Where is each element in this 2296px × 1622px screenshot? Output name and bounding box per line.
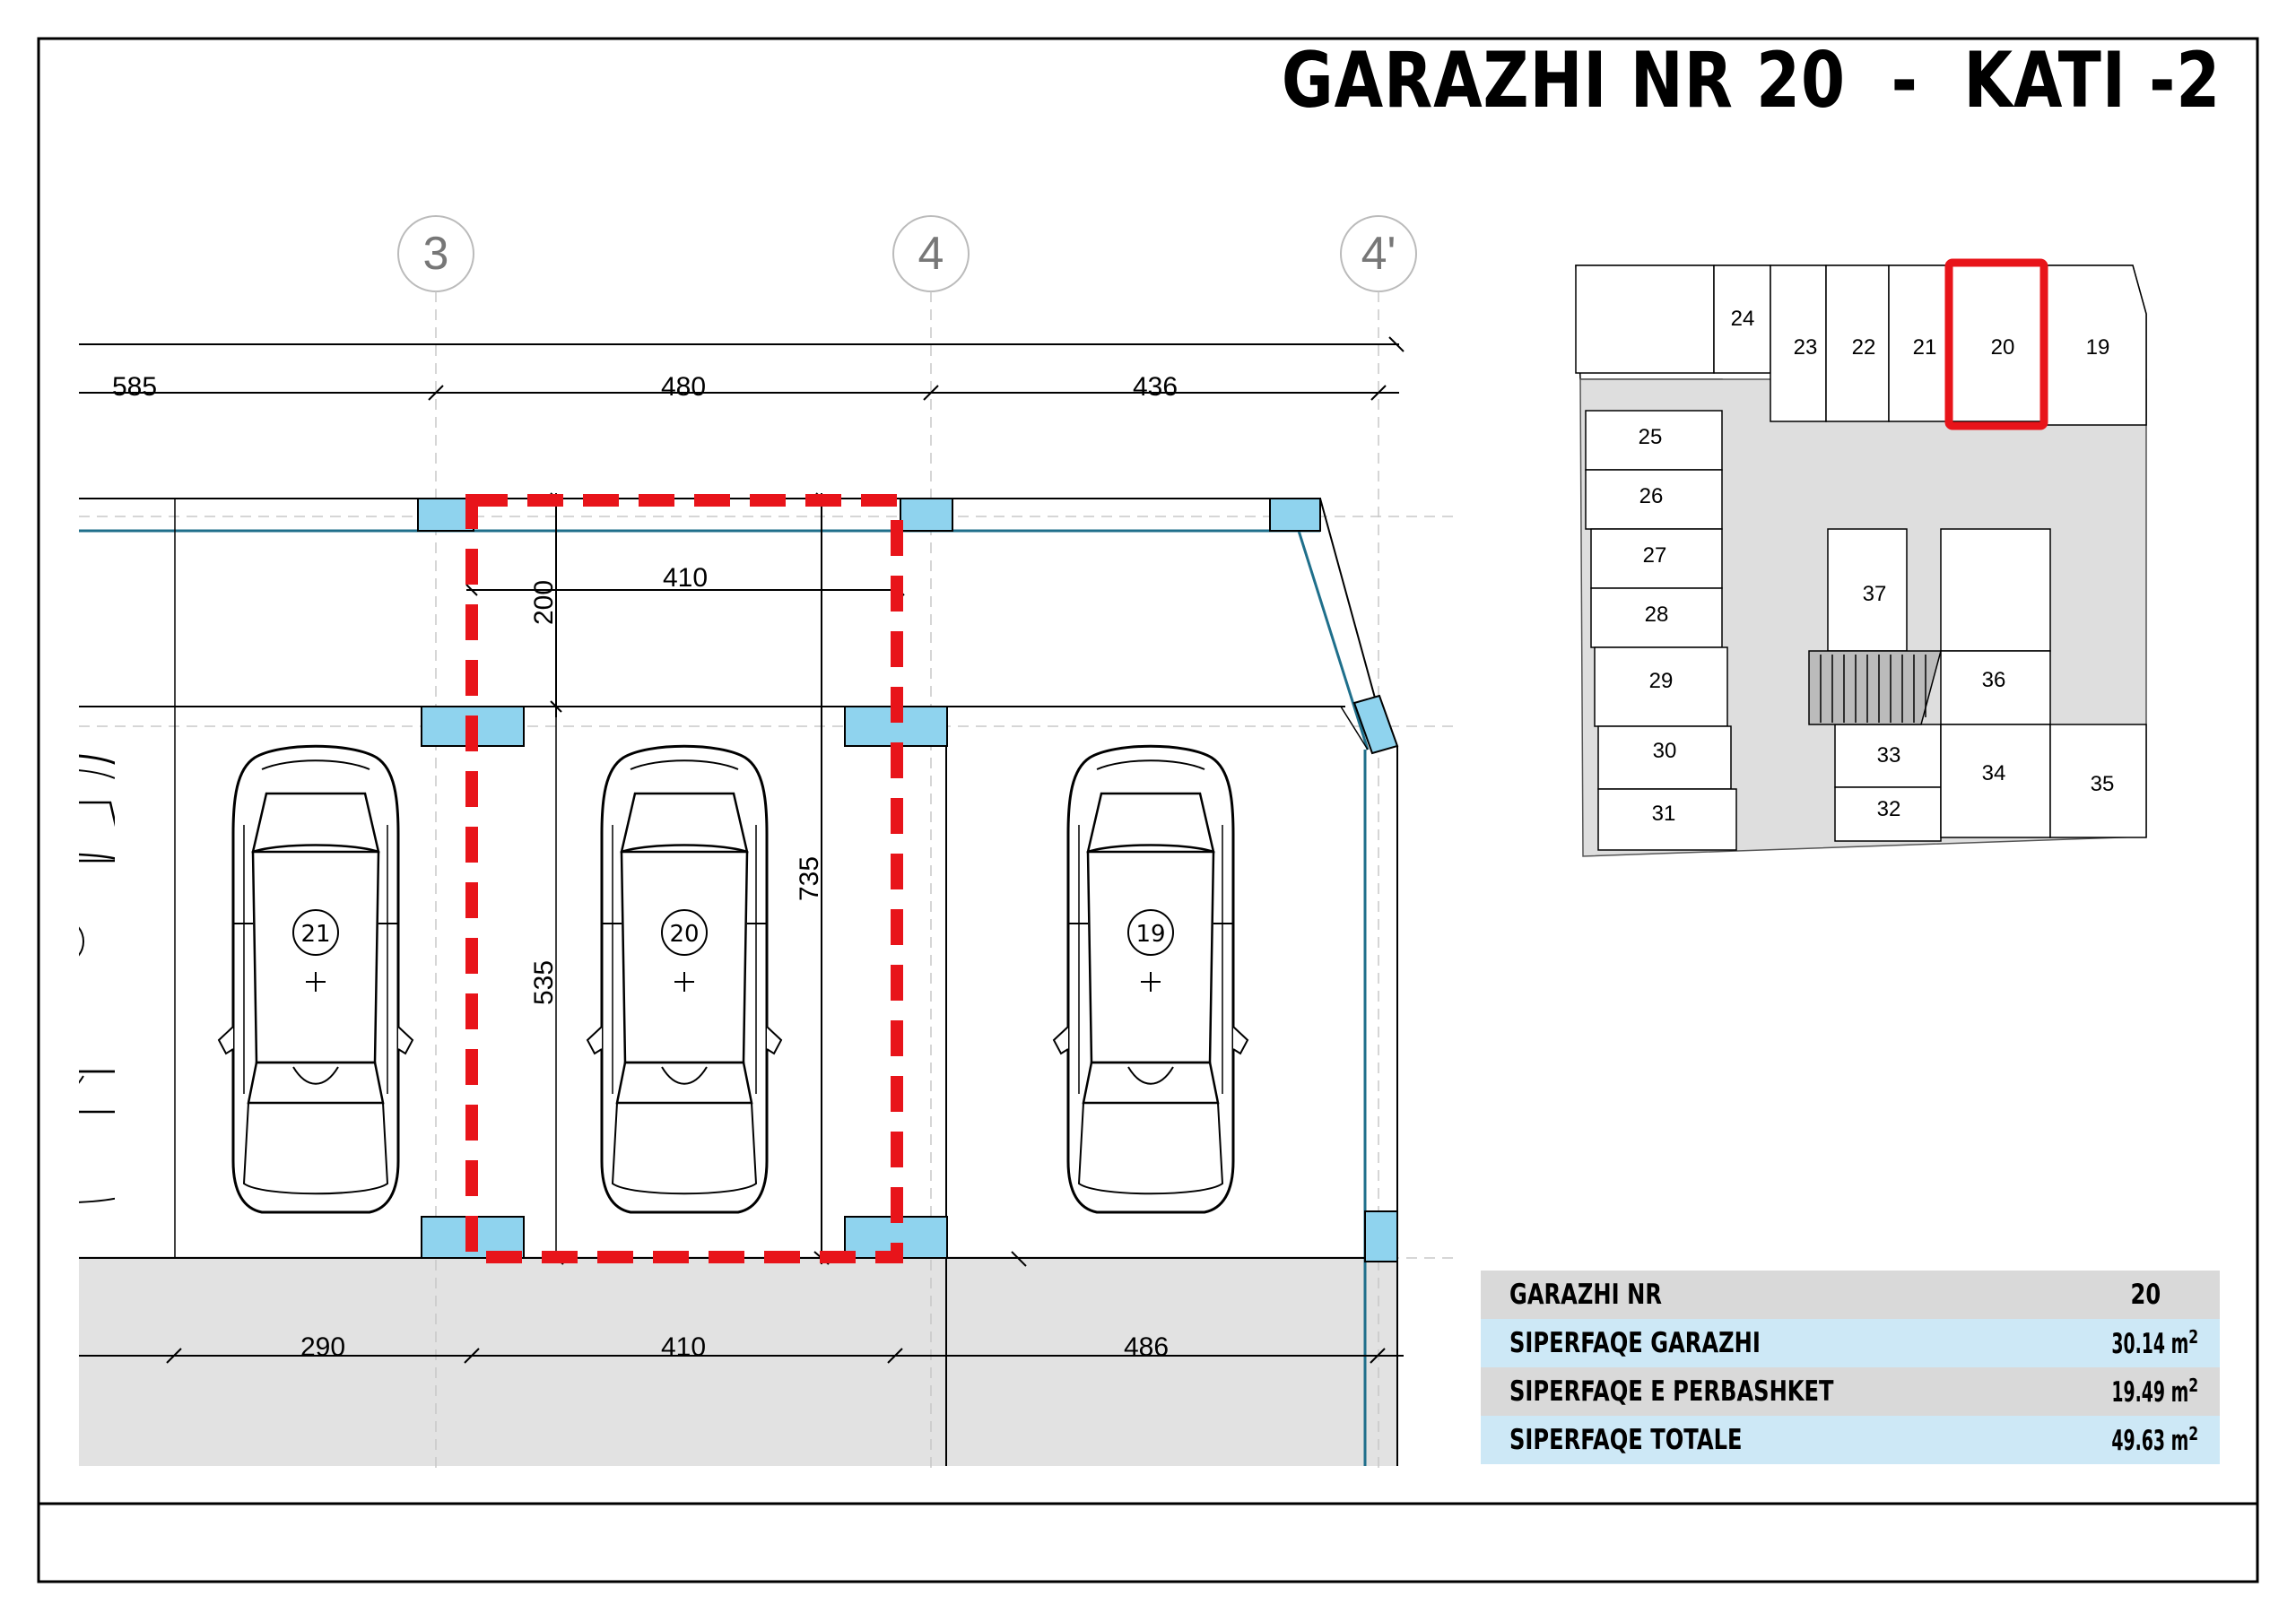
inner-depth-200: 200 [529,579,559,626]
inner-depth-735: 735 [795,855,824,902]
area-info-table [1481,1271,2220,1464]
row-unit-superscript: 2 [2188,1325,2198,1348]
page-title: GARAZHI NR 20 - KATI -2 [1281,36,2221,126]
key-space-22: 22 [1851,335,1876,360]
key-space-25: 25 [1638,425,1663,449]
key-space-29: 29 [1648,669,1674,693]
car-21 [219,746,413,1212]
car-20 [587,746,781,1212]
inner-depth-535: 535 [529,959,559,1006]
svg-text:4': 4' [1361,228,1396,280]
key-space-36: 36 [1981,668,2006,692]
row-value: 20 [2130,1279,2161,1311]
key-space-23: 23 [1793,335,1818,360]
table-row-total-area [1481,1416,2220,1464]
key-space-20: 20 [1990,335,2015,360]
key-space-21: 21 [1912,335,1937,360]
key-space-27: 27 [1642,543,1667,568]
row-label: SIPERFAQE GARAZHI [1509,1327,1761,1359]
table-row-garage-area [1481,1319,2220,1367]
row-value: 49.63 m [2111,1425,2189,1458]
key-space-19: 19 [2085,335,2110,360]
grid-axis-4 [893,216,969,291]
top-dimension-480: 480 [660,372,707,402]
top-dimension-585: 585 [111,372,158,402]
key-space-24: 24 [1730,307,1755,331]
grid-axis-3 [398,216,474,291]
bottom-dimension-486: 486 [1123,1332,1170,1362]
bottom-dimension-290: 290 [300,1332,346,1362]
key-space-35: 35 [2090,772,2115,796]
table-row-shared-area [1481,1367,2220,1416]
row-label: GARAZHI NR [1509,1279,1662,1311]
key-plan [1576,263,2146,856]
key-space-28: 28 [1644,603,1669,627]
top-dimension-line [79,337,1404,400]
key-space-37: 37 [1862,582,1887,606]
top-dimension-436: 436 [1132,372,1178,402]
columns [418,499,1397,1262]
key-space-26: 26 [1639,484,1664,508]
svg-text:19: 19 [1135,921,1166,948]
svg-text:21: 21 [300,921,331,948]
car-19 [1054,746,1248,1212]
key-space-31: 31 [1651,802,1676,826]
key-space-34: 34 [1981,761,2006,785]
row-label: SIPERFAQE E PERBASHKET [1509,1375,1834,1408]
svg-text:4: 4 [918,228,944,280]
row-unit-superscript: 2 [2188,1422,2198,1444]
driveway-shade [79,1256,1397,1466]
key-space-32: 32 [1876,797,1901,821]
grid-axis-4-prime [1341,216,1416,291]
row-unit-superscript: 2 [2188,1374,2198,1396]
row-label: SIPERFAQE TOTALE [1509,1424,1743,1456]
car-partial-left [0,755,158,1221]
key-space-30: 30 [1652,739,1677,763]
row-value: 30.14 m [2111,1328,2189,1361]
row-value: 19.49 m [2111,1376,2189,1409]
svg-text:20: 20 [669,921,700,948]
bottom-dimension-410: 410 [660,1332,707,1362]
svg-text:3: 3 [422,228,449,280]
key-space-33: 33 [1876,743,1901,768]
table-row-garage-number [1481,1271,2220,1319]
inner-width-410: 410 [662,563,709,593]
